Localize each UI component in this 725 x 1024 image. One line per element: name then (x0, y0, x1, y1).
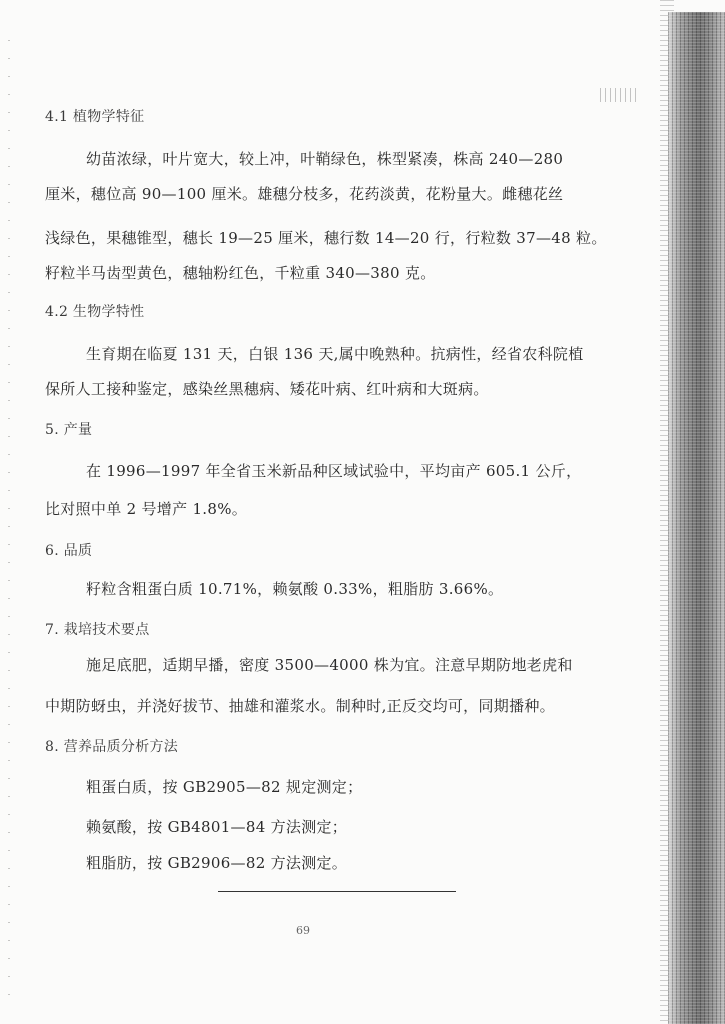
paragraph-line: 赖氨酸，按 GB4801—84 方法测定； (86, 818, 348, 836)
paragraph-line: 生育期在临夏 131 天，白银 136 天,属中晚熟种。抗病性，经省农科院植 (86, 345, 584, 363)
section-heading-cultivation: 7. 栽培技术要点 (45, 622, 150, 638)
paragraph-line: 粗脂肪，按 GB2906—82 方法测定。 (86, 854, 348, 872)
paragraph-line: 浅绿色，果穗锥型，穗长 19—25 厘米，穗行数 14—20 行，行粒数 37—48 粒。 (45, 229, 607, 247)
section-heading-botanical: 4.1 植物学特征 (45, 109, 145, 125)
paragraph-line: 比对照中单 2 号增产 1.8%。 (45, 500, 248, 518)
paragraph-line: 籽粒半马齿型黄色，穗轴粉红色，千粒重 340—380 克。 (45, 264, 436, 282)
paragraph-line: 中期防蚜虫，并浇好拔节、抽雄和灌浆水。制种时,正反交均可，同期播种。 (45, 697, 555, 715)
paragraph-line: 粗蛋白质，按 GB2905—82 规定测定； (86, 778, 363, 796)
paragraph-line: 幼苗浓绿，叶片宽大，较上冲，叶鞘绿色，株型紧凑，株高 240—280 (86, 150, 564, 168)
section-heading-analysis-methods: 8. 营养品质分析方法 (45, 739, 179, 755)
section-heading-yield: 5. 产量 (45, 422, 93, 438)
page-binding-edge (668, 12, 725, 1024)
page-number: 69 (296, 924, 310, 937)
paragraph-line: 施足底肥，适期早播，密度 3500—4000 株为宜。注意早期防地老虎和 (86, 656, 573, 674)
section-heading-quality: 6. 品质 (45, 543, 93, 559)
paragraph-line: 在 1996—1997 年全省玉米新品种区域试验中，平均亩产 605.1 公斤， (86, 462, 582, 480)
left-edge-speckle (8, 40, 10, 1000)
paragraph-line: 保所人工接种鉴定，感染丝黑穗病、矮花叶病、红叶病和大斑病。 (45, 380, 489, 398)
footer-rule (218, 891, 456, 892)
scan-speck (600, 88, 640, 102)
paragraph-line: 厘米，穗位高 90—100 厘米。雄穗分枝多，花药淡黄，花粉量大。雌穗花丝 (45, 185, 564, 203)
section-heading-biological: 4.2 生物学特性 (45, 304, 145, 320)
paragraph-line: 籽粒含粗蛋白质 10.71%，赖氨酸 0.33%，粗脂肪 3.66%。 (86, 580, 504, 598)
